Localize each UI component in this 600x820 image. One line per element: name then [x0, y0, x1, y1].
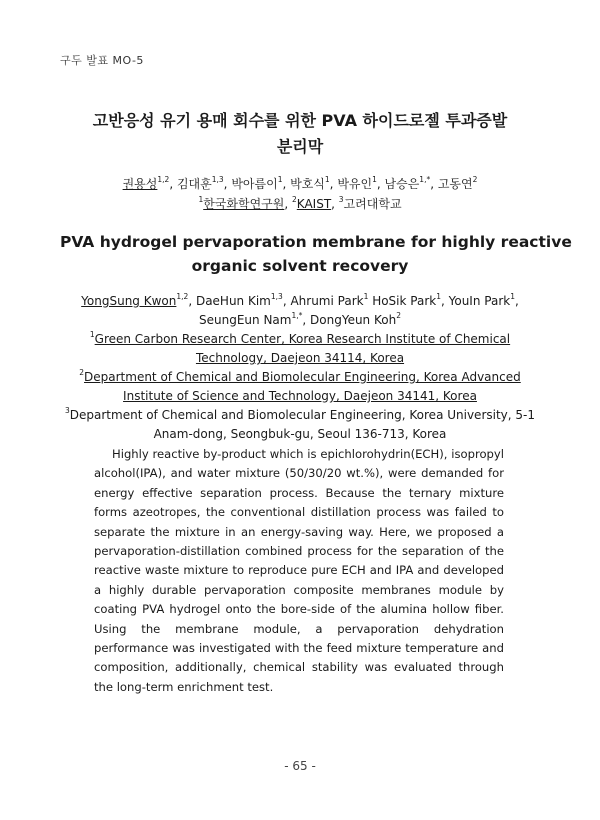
- korean-author: 고동연: [437, 177, 473, 191]
- affiliation-sup: 3: [338, 195, 344, 204]
- author-sup: 1: [372, 175, 377, 184]
- english-author: DongYeun Koh: [310, 313, 397, 327]
- author-sup: 1: [510, 292, 515, 301]
- korean-author: 박아름이: [231, 177, 278, 191]
- affiliation-1-cont: [60, 349, 540, 368]
- affiliation-1-line-2: Technology, Daejeon 34114, Korea: [195, 351, 405, 365]
- korean-affiliation: KAIST: [296, 197, 332, 211]
- affiliation-sup: 3: [65, 406, 70, 415]
- author-sup: 1,*: [419, 175, 431, 184]
- session-label: 구두 발표 MO-5: [60, 54, 144, 67]
- author-sup: 1,2: [157, 175, 170, 184]
- korean-title-line-2: 분리막: [276, 137, 324, 156]
- korean-affiliation: 고려대학교: [343, 197, 402, 211]
- english-author: Ahrumi Park: [290, 294, 364, 308]
- author-sup: 2: [472, 175, 478, 184]
- english-author-block: [60, 292, 540, 444]
- author-sup: 1: [436, 292, 441, 301]
- korean-affiliation-list: $^1$한국화학연구원, $^2$KAIST, $^3$고려대학교: [198, 195, 402, 211]
- abstract-paragraph: Highly reactive by-product which is epichlorohydrin(ECH), isopropyl alcohol(IPA), and water mixture (50/30/20 wt.%), were demanded for energy effective separation process. Because the ternary mixture forms azeotropes, the conventional distillation process was failed to separate the mixture in an energy-saving way. Here, we proposed a pervaporation-distillation combined process for the separation of the reactive waste mixture to reproduce pure ECH and IPA and developed a highly durable pervaporation composite membranes module by coating PVA hydrogel onto the bore-side of the alumina hollow fiber. Using the membrane module, a pervaporation dehydration performance was investigated with the feed mixture temperature and composition, additionally, chemical stability was evaluated through the long-term enrichment test.: [94, 447, 504, 694]
- korean-author: 권용성: [122, 177, 158, 191]
- author-sup: 1,3: [270, 292, 283, 301]
- page-number: - 65 -: [284, 759, 316, 773]
- korean-author-block: [60, 174, 540, 214]
- english-title-line-1: PVA hydrogel pervaporation membrane for highly reactive: [60, 233, 572, 251]
- author-sup: 1: [363, 292, 369, 301]
- affiliation-1-line-1: Green Carbon Research Center, Korea Research Institute of Chemical: [94, 332, 511, 346]
- english-title: [60, 230, 572, 278]
- korean-title-line-1: 고반응성 유기 용매 회수를 위한 PVA 하이드로젤 투과증발: [92, 111, 508, 130]
- affiliation-2-line-2: Institute of Science and Technology, Daejeon 34141, Korea: [123, 389, 477, 403]
- korean-affiliation: 한국화학연구원: [203, 197, 285, 211]
- korean-author-list: 권용성$^{1,2}$, 김대훈$^{1,3}$, 박아름이$^1$, 박호식$^1$, 박유인$^1$, 남승은$^{1,*}$, 고동연$^2$: [122, 175, 478, 191]
- english-author: HoSik Park: [372, 294, 437, 308]
- korean-title: [60, 108, 540, 160]
- affiliation-sup: 1: [198, 195, 204, 204]
- author-sup: 1,2: [176, 292, 189, 301]
- author-sup: 1,*: [291, 311, 303, 320]
- author-sup: 1: [277, 175, 283, 184]
- affiliation-2: [60, 368, 540, 387]
- affiliation-2-cont: [60, 387, 540, 406]
- abstract: [94, 445, 504, 697]
- affiliation-sup: 2: [292, 195, 297, 204]
- korean-author: 박호식: [290, 177, 325, 191]
- affiliation-3-cont: [60, 425, 540, 444]
- affiliation-1: [60, 330, 540, 349]
- english-author: YongSung Kwon: [81, 294, 177, 308]
- english-author-line-1: YongSung Kwon$^{1,2}$, DaeHun Kim$^{1,3}$, Ahrumi Park$^1$ HoSik Park$^1$, YouIn Park$^1$,: [81, 292, 519, 308]
- english-author: DaeHun Kim: [195, 294, 271, 308]
- affiliation-sup: 1: [89, 330, 95, 339]
- korean-author: 김대훈: [176, 177, 212, 191]
- author-sup: 1,3: [211, 175, 224, 184]
- english-author-line-2: SeungEun Nam$^{1,*}$, DongYeun Koh$^2$: [199, 311, 401, 327]
- author-sup: 1: [324, 175, 330, 184]
- affiliation-3: [60, 406, 540, 425]
- affiliation-2-line-1: Department of Chemical and Biomolecular Engineering, Korea Advanced: [84, 370, 521, 384]
- english-title-line-2: organic solvent recovery: [191, 257, 409, 275]
- korean-author: 남승은: [384, 177, 420, 191]
- korean-author: 박유인: [337, 177, 373, 191]
- english-author: SeungEun Nam: [199, 313, 292, 327]
- author-sup: 2: [396, 311, 401, 320]
- affiliation-sup: 2: [79, 368, 85, 377]
- affiliation-3-line-1: Department of Chemical and Biomolecular Engineering, Korea University, 5-1: [69, 408, 535, 422]
- english-author: YouIn Park: [448, 294, 511, 308]
- affiliation-3-line-2: Anam-dong, Seongbuk-gu, Seoul 136-713, Korea: [153, 427, 447, 441]
